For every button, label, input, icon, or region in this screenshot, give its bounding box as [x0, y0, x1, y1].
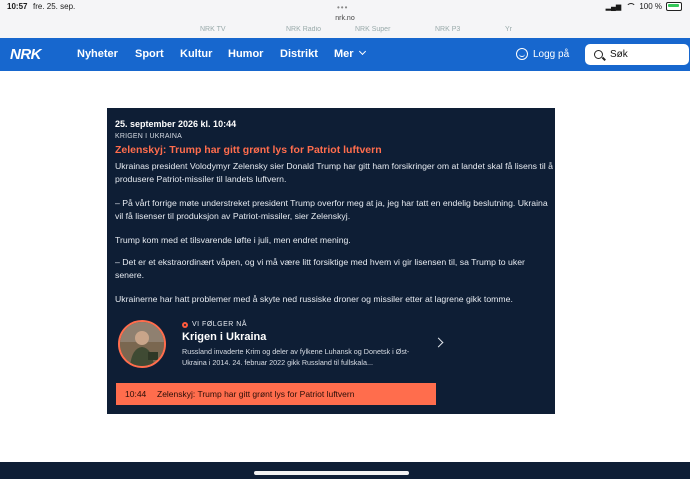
nav-item-distrikt[interactable]: Distrikt: [280, 48, 318, 60]
search-icon: [594, 50, 603, 59]
status-bar: [0, 0, 690, 14]
nav-item-kultur[interactable]: Kultur: [180, 48, 213, 60]
latest-update-bar[interactable]: [116, 383, 436, 405]
tab-overview-dots[interactable]: •••: [337, 3, 349, 12]
live-feed-teaser[interactable]: [118, 318, 448, 374]
article-headline[interactable]: Zelenskyj: Trump har gitt grønt lys for Patriot luftvern: [115, 144, 382, 156]
url-display[interactable]: nrk.no: [335, 15, 355, 22]
portrait-image: [118, 320, 166, 368]
ghost-nav-item[interactable]: NRK P3: [435, 26, 461, 33]
site-header: [0, 38, 690, 71]
live-description: Russland invaderte Krim og deler av fylkene Luhansk og Donetsk i Øst-Ukraina i 2014. 24. februar 2022 gikk Russland til fullskala...: [182, 347, 410, 367]
ghost-nav-item[interactable]: NRK TV: [200, 26, 226, 33]
article-paragraph: Ukrainas president Volodymyr Zelensky sier Donald Trump har gitt ham forsikringer om at landet skal få lisens til å produsere Patriot-missiler til landets luftvern.: [115, 161, 553, 184]
date: fre. 25. sep.: [33, 2, 76, 11]
article-paragraph: Trump kom med et tilsvarende løfte i juli, men endret mening.: [115, 235, 351, 245]
live-label: VI FØLGER NÅ: [182, 321, 247, 328]
search-label: Søk: [610, 49, 628, 60]
article-paragraph: Ukrainerne har hatt problemer med å skyte ned russiske droner og missiler etter at lagrene gikk tomme.: [115, 294, 513, 304]
article-paragraph: – Det er et ekstraordinært våpen, og vi må være litt forsiktige med hvem vi gir lisensen til, sa Trump to uker senere.: [115, 257, 525, 280]
signal-icon: ▂▄▆: [605, 3, 622, 11]
login-button[interactable]: [516, 48, 569, 60]
ghost-nav-item[interactable]: NRK Radio: [286, 26, 322, 33]
article-kicker[interactable]: KRIGEN I UKRAINA: [115, 133, 182, 140]
clock: 10:57: [7, 2, 28, 11]
latest-update-time: 10:44: [125, 389, 147, 399]
live-title[interactable]: Krigen i Ukraina: [182, 331, 267, 343]
chevron-right-icon[interactable]: [434, 338, 444, 348]
battery-percent: 100 %: [639, 2, 662, 11]
latest-update-text: Zelenskyj: Trump har gitt grønt lys for Patriot luftvern: [157, 389, 355, 399]
home-indicator[interactable]: [254, 471, 409, 475]
login-label: Logg på: [533, 48, 570, 60]
nav-item-mer[interactable]: Mer: [334, 48, 365, 60]
nav-item-sport[interactable]: Sport: [135, 48, 164, 60]
nrk-logo[interactable]: NRK: [10, 46, 41, 63]
nav-item-humor[interactable]: Humor: [228, 48, 264, 60]
user-icon: [516, 48, 528, 60]
wifi-icon: [625, 3, 635, 10]
status-icons: [606, 2, 682, 11]
battery-icon: [666, 2, 682, 11]
nav-item-nyheter[interactable]: Nyheter: [77, 48, 118, 60]
article-paragraph: – På vårt forrige møte understreket president Trump overfor meg at ja, jeg har tatt en endelig beslutning. Ukraina vil få lisenser til produksjon av Patriot-missiler, sier Zelenskyj.: [115, 198, 548, 221]
chevron-down-icon: [359, 48, 366, 55]
ghost-nav: [0, 26, 690, 38]
live-dot-icon: [182, 322, 188, 328]
ghost-nav-item[interactable]: NRK Super: [355, 26, 391, 33]
search-button[interactable]: [585, 44, 689, 65]
address-bar: [0, 14, 690, 38]
ghost-nav-item[interactable]: Yr: [505, 26, 512, 33]
live-article-card: [107, 108, 555, 414]
article-timestamp: 25. september 2026 kl. 10:44: [115, 119, 237, 129]
